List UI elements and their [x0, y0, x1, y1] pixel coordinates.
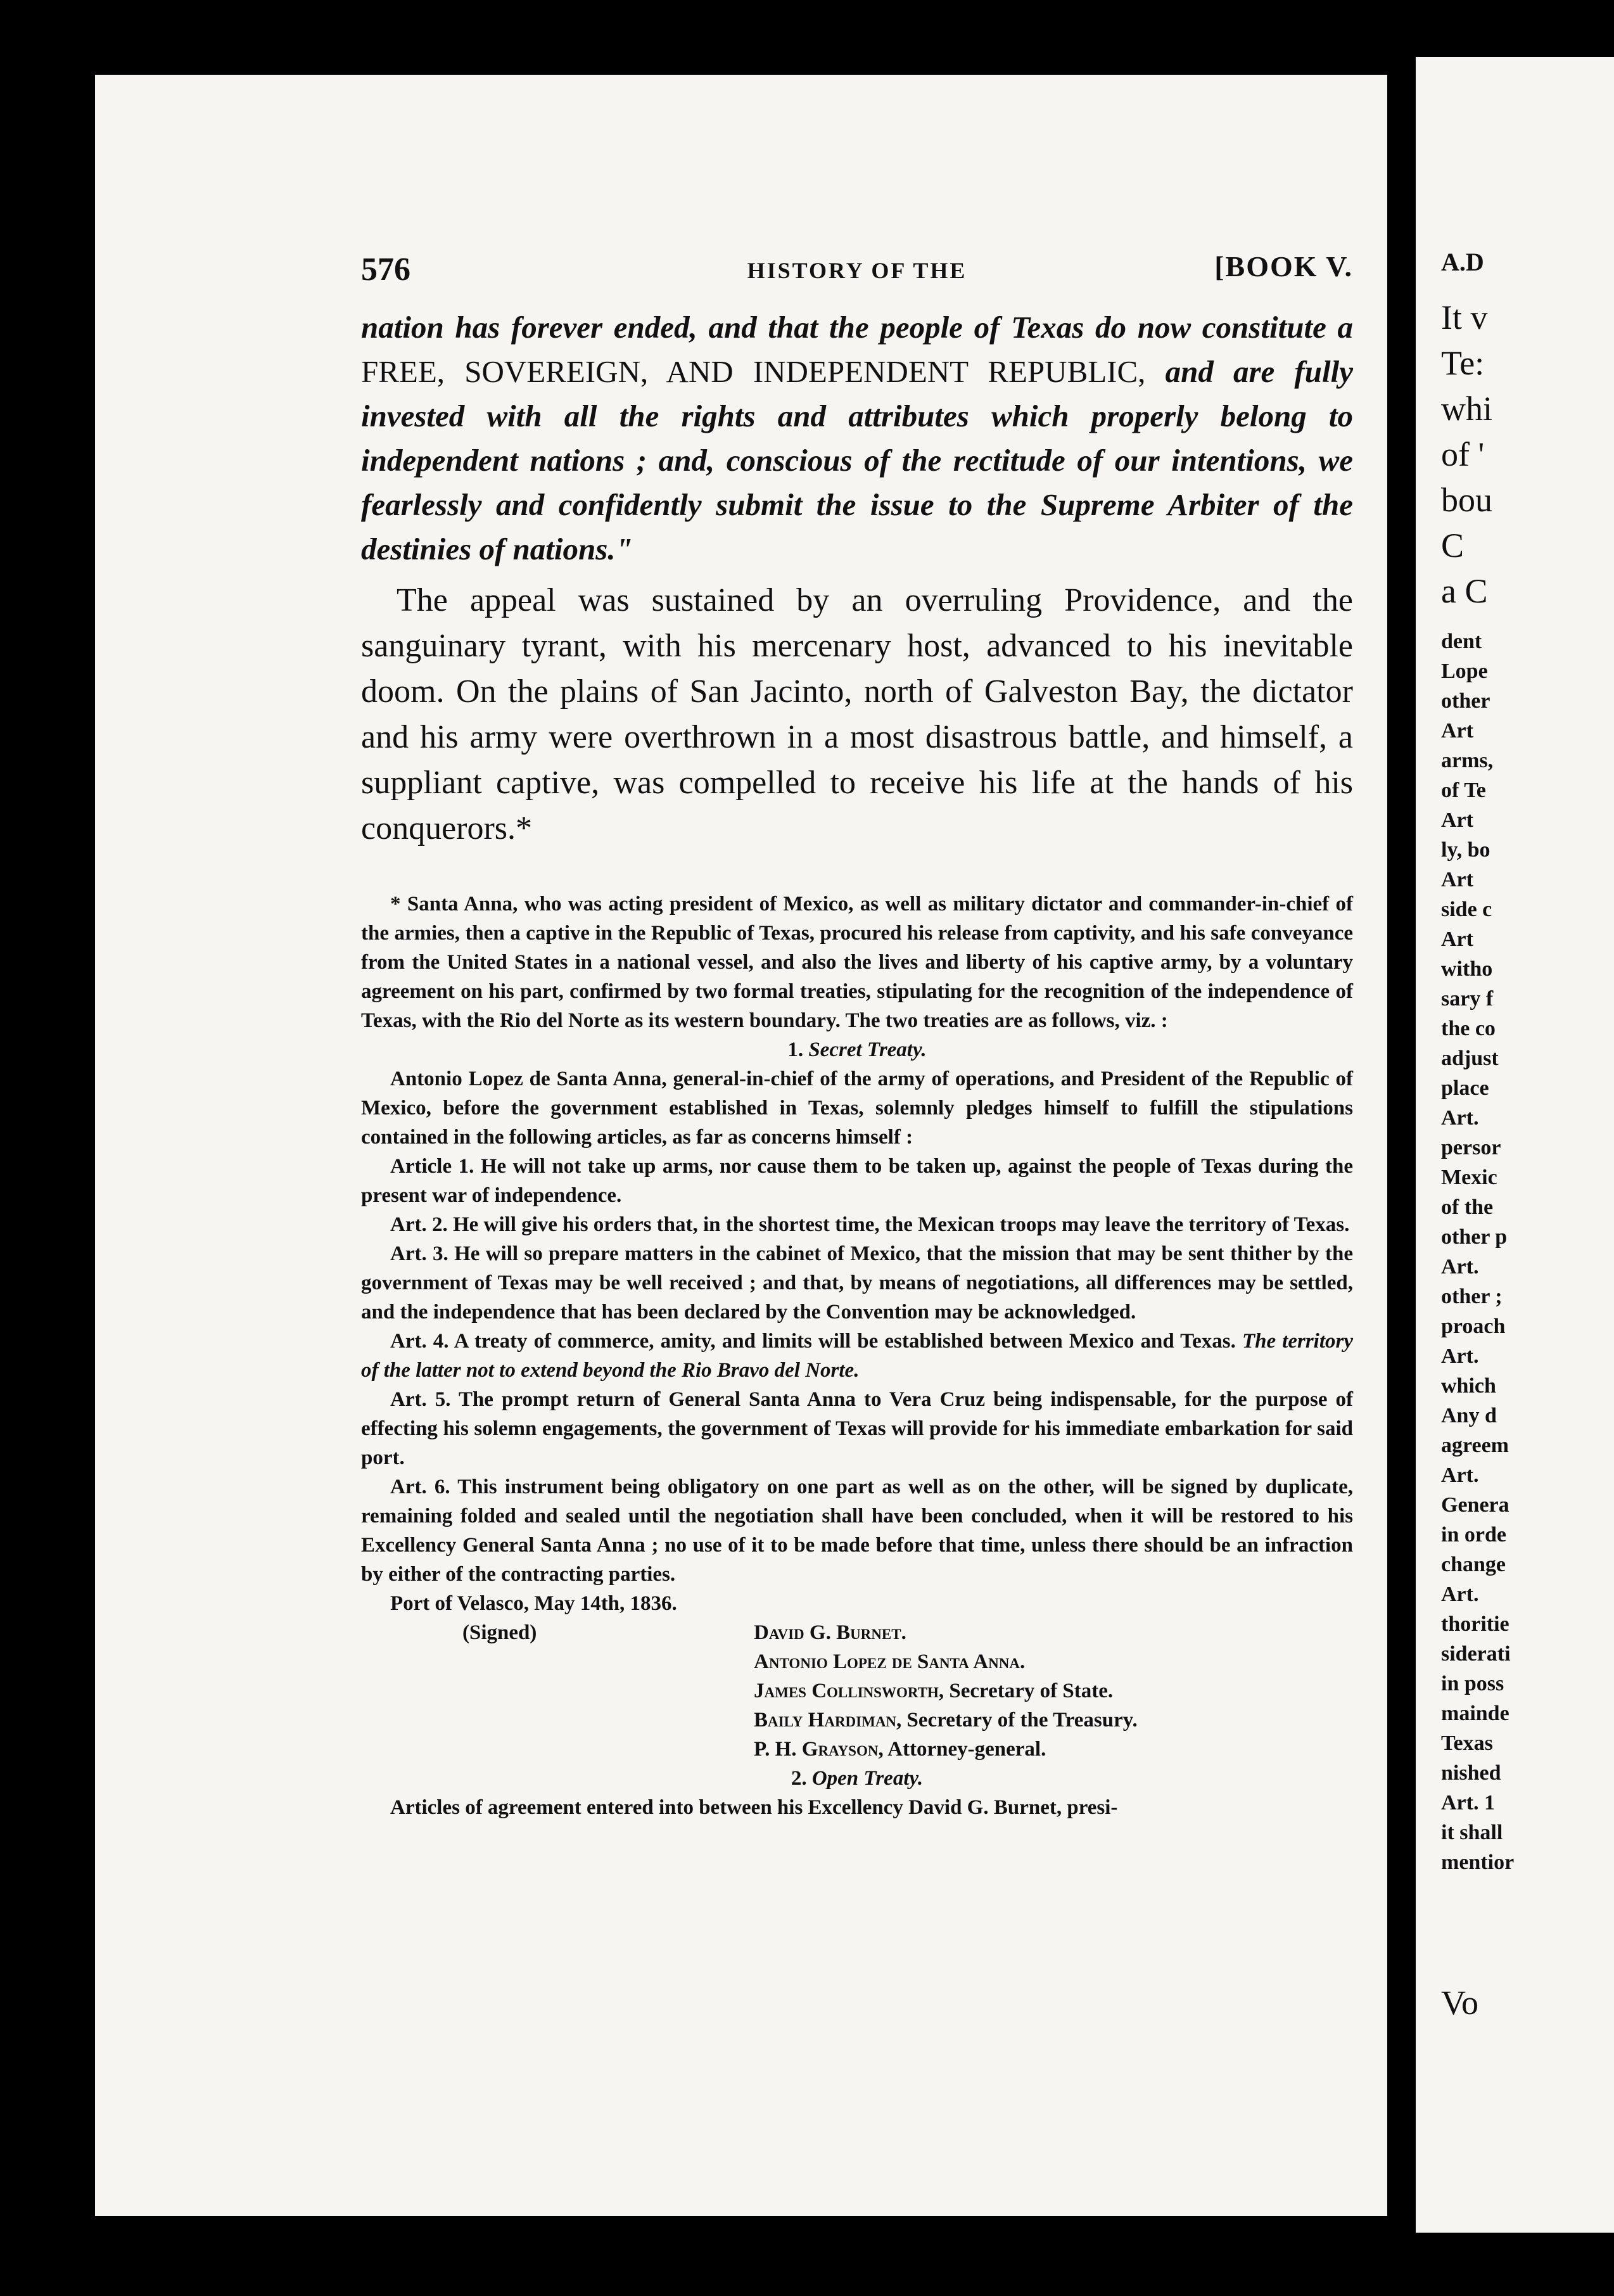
facing-big-line: C	[1441, 526, 1465, 564]
signature-collinsworth: James Collinsworth, Secretary of State.	[754, 1680, 1114, 1702]
facing-small-line: other	[1441, 689, 1490, 713]
facing-page	[1416, 57, 1614, 2233]
facing-bottom-text: Vo	[1441, 1984, 1479, 2022]
facing-small-line: Texas	[1441, 1732, 1493, 1755]
article-1: Article 1. He will not take up arms, nor cause them to be taken up, against the people of Texas during the present war of independence.	[361, 1155, 1353, 1207]
signature-grayson: P. H. Grayson, Attorney-general.	[754, 1738, 1046, 1761]
facing-small-line: Art.	[1441, 1583, 1479, 1606]
facing-small-line: other ;	[1441, 1285, 1503, 1308]
facing-small-line: proach	[1441, 1315, 1506, 1338]
facing-small-line: Art.	[1441, 1344, 1479, 1368]
facing-small-line: dent	[1441, 630, 1482, 653]
article-6: Art. 6. This instrument being obligatory on one part as well as on the other, will be signed by duplicate, remaining folded and sealed until the negotiation shall have been concluded, when it will be restored to his Excellency General Santa Anna ; no use of it to be made before that time, unless there should be an infraction by either of the contracting parties.	[361, 1476, 1353, 1586]
facing-small-line: Art. 1	[1441, 1791, 1495, 1814]
facing-small-line: nished	[1441, 1761, 1501, 1785]
facing-small-line: witho	[1441, 957, 1493, 981]
facing-small-line: Mexic	[1441, 1166, 1497, 1189]
left-page	[95, 75, 1387, 2216]
facing-small-line: adjust	[1441, 1047, 1499, 1070]
facing-small-line: change	[1441, 1553, 1506, 1576]
footnote-intro: * Santa Anna, who was acting president of Mexico, as well as military dictator and commander-in-chief of the armies, then a captive in the Republic of Texas, procured his release from captivity, and his safe conveyance from the United States in a national vessel, and also the lives and liberty of his captive army, by a voluntary agreement on his part, confirmed by two formal treaties, stipulating for the recognition of the independence of Texas, with the Rio del Norte as its western boundary. The two treaties are as follows, viz. :	[361, 893, 1353, 1032]
facing-small-line: mainde	[1441, 1702, 1509, 1725]
facing-small-line: in orde	[1441, 1523, 1506, 1547]
article-4: Art. 4. A treaty of commerce, amity, and limits will be established between Mexico and Texas. The territory of the latter not to extend beyond the Rio Bravo del Norte.	[361, 1330, 1353, 1382]
facing-small-line: persor	[1441, 1136, 1501, 1159]
facing-small-line: it shall	[1441, 1821, 1503, 1844]
facing-big-line: a C	[1441, 572, 1488, 610]
signature-santa-anna: Antonio Lopez de Santa Anna.	[754, 1650, 1026, 1673]
page-number: 576	[361, 252, 410, 288]
republic-caps: FREE, SOVEREIGN, AND INDEPENDENT REPUBLIC,	[361, 354, 1146, 389]
facing-big-line: It v	[1441, 298, 1488, 336]
facing-small-line: agreem	[1441, 1434, 1509, 1457]
facing-small-line: Art.	[1441, 1106, 1479, 1130]
book-label: [BOOK V.	[1214, 250, 1353, 283]
body-paragraph: The appeal was sustained by an overruling Providence, and the sanguinary tyrant, with his mercenary host, advanced to his inevitable doom. On the plains of San Jacinto, north of Galveston Bay, the dictator and his army were overthrown in a most disastrous battle, and himself, a suppliant captive, was compelled to receive his life at the hands of his conquerors.*	[361, 582, 1353, 846]
facing-big-line: Te:	[1441, 344, 1485, 382]
facing-small-line: which	[1441, 1374, 1496, 1398]
facing-header: A.D	[1441, 248, 1484, 276]
facing-big-line: of '	[1441, 435, 1485, 473]
facing-small-line: in poss	[1441, 1672, 1504, 1695]
facing-small-line: Genera	[1441, 1493, 1509, 1517]
facing-small-line: Art	[1441, 808, 1473, 832]
signature-burnet: David G. Burnet.	[754, 1621, 906, 1644]
treaty1-heading: 1. Secret Treaty.	[787, 1038, 927, 1061]
signed-label: (Signed)	[462, 1621, 537, 1644]
facing-small-line: Art	[1441, 928, 1473, 951]
article-3: Art. 3. He will so prepare matters in the cabinet of Mexico, that the mission that may be sent thither by the government of Texas may be well received ; and that, by means of negotiations, all differences may be settled, and the independence that has been declared by the Convention may be acknowledged.	[361, 1242, 1353, 1323]
declaration-quote: nation has forever ended, and that the people of Texas do now constitute a FREE, SOVEREIGN, AND INDEPENDENT REPUBLIC, and are fully invested with all the rights and attributes which properly belong to independent nations ; and, conscious of the rectitude of our intentions, we fearlessly and confidently submit the issue to the Supreme Arbiter of the destinies of nations."	[361, 310, 1353, 566]
treaty2-first-line: Articles of agreement entered into between his Excellency David G. Burnet, presi-	[390, 1796, 1118, 1819]
treaty-preamble: Antonio Lopez de Santa Anna, general-in-chief of the army of operations, and President of the Republic of Mexico, before the government established in Texas, solemnly pledges himself to fulfill the stipulations contained in the following articles, as far as concerns himself :	[361, 1068, 1353, 1149]
signature-hardiman: Baily Hardiman, Secretary of the Treasury.	[754, 1709, 1138, 1732]
facing-big-line: whi	[1441, 390, 1492, 428]
facing-small-line: Art	[1441, 719, 1473, 743]
facing-small-line: thoritie	[1441, 1612, 1509, 1636]
facing-page-text	[1416, 57, 1614, 2233]
facing-small-line: place	[1441, 1076, 1489, 1100]
facing-small-line: siderati	[1441, 1642, 1511, 1666]
facing-small-line: Art.	[1441, 1464, 1479, 1487]
treaty2-heading: 2. Open Treaty.	[791, 1767, 924, 1790]
facing-small-line: mentior	[1441, 1851, 1515, 1874]
facing-small-line: Any d	[1441, 1404, 1497, 1427]
facing-small-line: of Te	[1441, 779, 1486, 802]
page-header	[361, 246, 1353, 303]
article-5: Art. 5. The prompt return of General Santa Anna to Vera Cruz being indispensable, for the purpose of effecting his solemn engagements, the government of Texas will provide for his immediate embarkation for said port.	[361, 1388, 1353, 1469]
page-content	[361, 246, 1353, 1822]
facing-big-line: bou	[1441, 481, 1492, 519]
facing-small-line: other p	[1441, 1225, 1508, 1249]
place-date: Port of Velasco, May 14th, 1836.	[390, 1592, 677, 1615]
facing-small-line: ly, bo	[1441, 838, 1490, 862]
facing-small-line: the co	[1441, 1017, 1496, 1040]
facing-small-line: sary f	[1441, 987, 1494, 1011]
facing-small-line: side c	[1441, 898, 1492, 921]
facing-small-line: Lope	[1441, 660, 1488, 683]
footnote	[361, 890, 1353, 1822]
facing-small-line: of the	[1441, 1196, 1494, 1219]
running-head: HISTORY OF THE	[747, 258, 967, 283]
article-2: Art. 2. He will give his orders that, in the shortest time, the Mexican troops may leave the territory of Texas.	[390, 1213, 1350, 1236]
facing-small-line: arms,	[1441, 749, 1494, 772]
facing-small-line: Art	[1441, 868, 1473, 891]
place-date-row	[361, 1589, 1353, 1647]
facing-small-line: Art.	[1441, 1255, 1479, 1279]
